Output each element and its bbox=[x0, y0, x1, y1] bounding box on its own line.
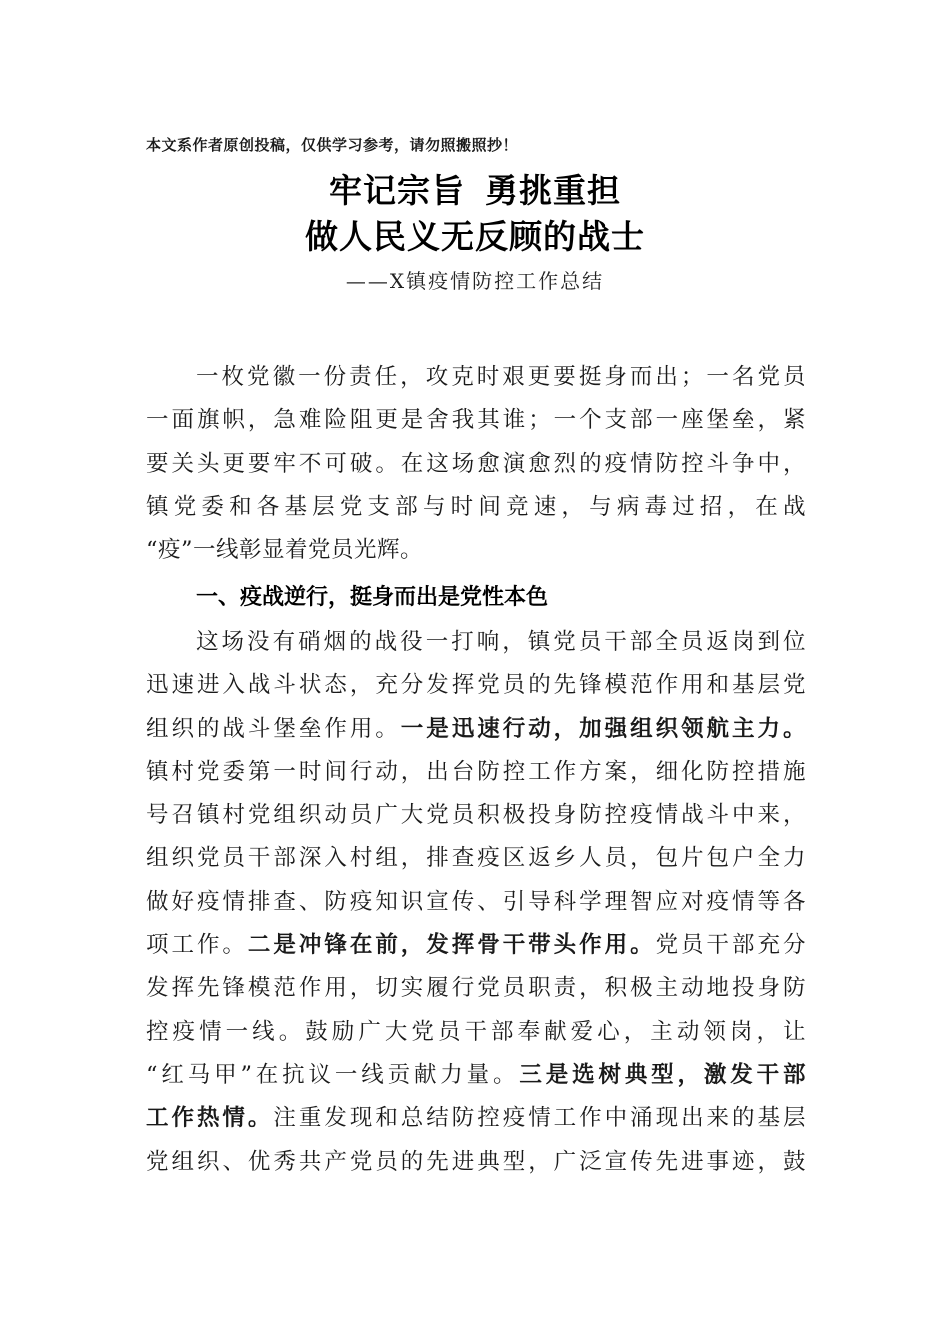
paragraph-line: 党组织、优秀共产党员的先进典型，广泛宣传先进事迹，鼓 bbox=[146, 1148, 806, 1175]
paragraph-line: 一枚党徽一份责任，攻克时艰更要挺身而出；一名党员 bbox=[196, 364, 806, 390]
text-run: 注重发现和总结防控疫情工作中涌现出来的基层 bbox=[273, 1105, 806, 1132]
paragraph-line: 镇村党委第一时间行动，出台防控工作方案，细化防控措施 bbox=[146, 758, 806, 785]
title-line-2: 做人民义无反顾的战士 bbox=[305, 217, 645, 256]
paragraph-line: 控疫情一线。鼓励广大党员干部奉献爱心，主动领岗，让 bbox=[146, 1018, 806, 1045]
text-run: “红马甲”在抗议一线贡献力量。 bbox=[146, 1061, 520, 1088]
paragraph-line bbox=[146, 708, 806, 751]
paragraph-line: 组织党员干部深入村组，排查疫区返乡人员，包片包户全力 bbox=[146, 845, 806, 872]
subtitle: ——X镇疫情防控工作总结 bbox=[345, 269, 605, 293]
paragraph-intro bbox=[146, 356, 806, 572]
title-line-1 bbox=[0, 168, 950, 214]
bold-text-run: 一是迅速行动，加强组织领航主力。 bbox=[400, 715, 806, 742]
paragraph-line: 发挥先锋模范作用，切实履行党员职责，积极主动地投身防 bbox=[146, 975, 806, 1002]
paragraph-line: 做好疫情排查、防疫知识宣传、引导科学理智应对疫情等各 bbox=[146, 888, 806, 915]
title-phrase-2: 勇挑重担 bbox=[485, 171, 621, 210]
bold-text-run: 二是冲锋在前，发挥骨干带头作用。 bbox=[247, 932, 656, 959]
bold-text-run: 三是选树典型，激发干部 bbox=[519, 1061, 806, 1088]
paragraph-line bbox=[146, 1054, 806, 1097]
copyright-notice: 本文系作者原创投稿，仅供学习参考，请勿照搬照抄！ bbox=[146, 136, 519, 154]
paragraph-line: “疫”一线彰显着党员光辉。 bbox=[146, 537, 424, 564]
text-run: 党员干部充分 bbox=[655, 932, 806, 959]
text-run: 组织的战斗堡垒作用。 bbox=[146, 715, 401, 742]
paragraph-line: 要关头更要牢不可破。在这场愈演愈烈的疫情防控斗争中， bbox=[146, 450, 806, 477]
title-phrase-1: 牢记宗旨 bbox=[329, 171, 465, 210]
paragraph-line bbox=[146, 924, 806, 967]
paragraph-line: 这场没有硝烟的战役一打响，镇党员干部全员返岗到位 bbox=[196, 629, 806, 655]
paragraph-line: 镇党委和各基层党支部与时间竞速，与病毒过招，在战 bbox=[146, 493, 806, 520]
paragraph-line bbox=[146, 1097, 806, 1140]
paragraph-line: 迅速进入战斗状态，充分发挥党员的先锋模范作用和基层党 bbox=[146, 672, 806, 699]
section-heading-1: 一、疫战逆行，挺身而出是党性本色 bbox=[196, 585, 549, 610]
paragraph-line: 一面旗帜，急难险阻更是舍我其谁；一个支部一座堡垒，紧 bbox=[146, 407, 806, 434]
text-run: 项工作。 bbox=[146, 932, 248, 959]
bold-text-run: 工作热情。 bbox=[146, 1105, 274, 1132]
paragraph-section-1 bbox=[146, 621, 806, 1184]
paragraph-line: 号召镇村党组织动员广大党员积极投身防控疫情战斗中来， bbox=[146, 802, 806, 829]
